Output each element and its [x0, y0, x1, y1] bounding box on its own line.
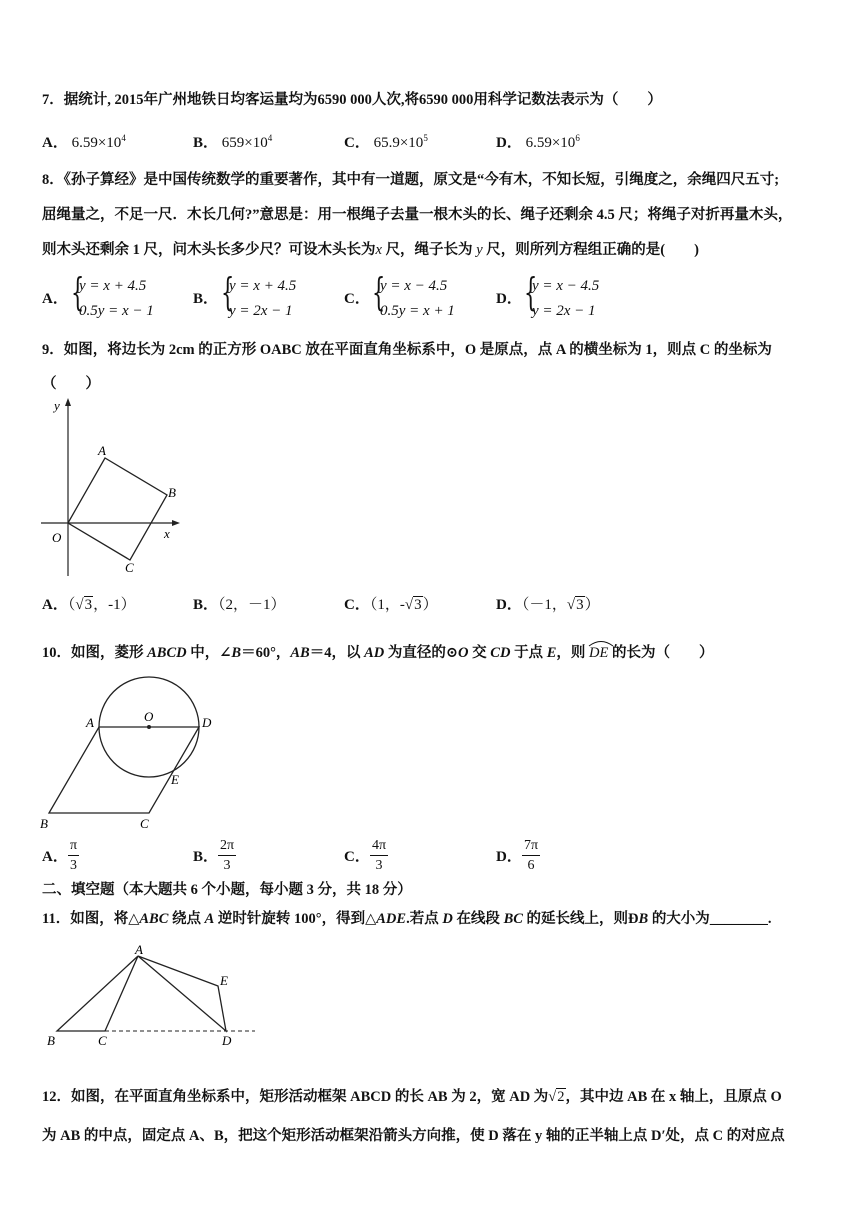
label-a: A	[135, 942, 143, 957]
option-label: C．	[344, 135, 370, 151]
option-label: B．	[193, 849, 219, 865]
label-b: B	[168, 485, 176, 500]
y-axis-arrow-icon	[65, 398, 71, 406]
radicand: 2	[557, 1089, 565, 1105]
variable: ABCD	[147, 645, 187, 661]
text: .若点	[406, 911, 443, 927]
radicand: 3	[414, 597, 422, 613]
option-label: A．	[42, 135, 68, 151]
text: 在线段	[452, 911, 504, 927]
option-label: C．	[344, 291, 370, 307]
option-label: A．	[42, 597, 68, 613]
label-c: C	[125, 560, 134, 575]
text: 12．如图，在平面直角坐标系中，矩形活动框架 ABCD 的长 AB 为 2，宽 AD 为	[42, 1089, 549, 1105]
sqrt-symbol: √	[548, 1089, 557, 1105]
variable: O	[458, 645, 469, 661]
option-label: D．	[496, 135, 522, 151]
option-label: A．	[42, 849, 68, 865]
text: 的大小为	[648, 911, 710, 927]
text: 11．如图，将△	[42, 911, 140, 927]
variable: B	[638, 911, 649, 927]
option-label: B．	[193, 291, 219, 307]
numerator: 2π	[218, 838, 236, 856]
q7-option-d	[496, 134, 580, 151]
text: （2，－1）	[218, 597, 286, 613]
text: 尺，绳子长为	[381, 242, 477, 258]
brace: {	[71, 270, 85, 314]
text: 尺，则所列方程组正确的是( )	[482, 242, 699, 258]
variable: x	[375, 242, 382, 258]
label-o: O	[144, 709, 154, 724]
text: 中，∠	[186, 645, 232, 661]
variable: ABC	[139, 911, 169, 927]
q8-line-1: 8．《孙子算经》是中国传统数学的重要著作，其中有一道题，原文是“今有木，不知长短，引绳度之，余绳四尺五寸;	[42, 172, 780, 188]
label-d: D	[222, 1033, 232, 1048]
label-o: O	[52, 530, 62, 545]
q11-figure	[40, 942, 265, 1052]
text: 交	[468, 645, 491, 661]
brace: {	[221, 270, 235, 314]
fraction	[68, 838, 79, 874]
q10-stem	[42, 646, 713, 661]
option-exponent: 6	[575, 133, 580, 143]
text: 的长为（ ）	[608, 645, 714, 661]
numerator: π	[68, 838, 79, 856]
equation-2: y = 2x − 1	[229, 303, 293, 319]
q9-stem: 9．如图，将边长为 2cm 的正方形 OABC 放在平面直角坐标系中，O 是原点，点 A 的横坐标为 1，则点 C 的坐标为	[42, 342, 772, 358]
variable: AB	[290, 645, 310, 661]
variable: D	[442, 911, 453, 927]
denominator: 3	[223, 858, 231, 873]
triangle-abc	[57, 956, 138, 1031]
label-a: A	[86, 715, 94, 730]
label-x: x	[164, 526, 170, 541]
text: 于点	[510, 645, 547, 661]
equation-2: 0.5y = x + 1	[380, 303, 455, 319]
q8-line-3	[42, 243, 699, 258]
option-mantissa: 65.9×10	[373, 135, 424, 151]
q12-line-1	[42, 1090, 782, 1105]
center-dot	[147, 725, 151, 729]
variable: y	[476, 242, 483, 258]
label-e: E	[220, 973, 228, 988]
text: 10．如图，菱形	[42, 645, 148, 661]
label-e: E	[171, 772, 179, 787]
option-mantissa: 6.59×10	[525, 135, 576, 151]
option-label: A．	[42, 291, 68, 307]
q7-option-a	[42, 134, 126, 151]
label-d: D	[202, 715, 212, 730]
numerator: 4π	[370, 838, 388, 856]
equation-1: y = x − 4.5	[532, 278, 600, 294]
brace: {	[524, 270, 538, 314]
x-axis-arrow-icon	[172, 520, 180, 526]
text: ＝4，以	[309, 645, 365, 661]
option-exponent: 4	[267, 133, 273, 143]
equation-2: y = 2x − 1	[532, 303, 596, 319]
q10-figure	[36, 672, 236, 837]
text: ，则	[556, 645, 589, 661]
variable: A	[204, 911, 215, 927]
text: ＝60°，	[241, 645, 291, 661]
label-a: A	[98, 443, 106, 458]
option-label: D．	[496, 291, 522, 307]
triangle-ade	[138, 956, 226, 1031]
variable: B	[231, 645, 242, 661]
text: 逆时针旋转 100°，得到△	[214, 911, 377, 927]
text: 则木头还剩余 1 尺，问木头长多少尺？可设木头长为	[42, 242, 376, 258]
arc-de	[589, 646, 608, 661]
brace: {	[372, 270, 386, 314]
option-label: B．	[193, 135, 219, 151]
option-exponent: 4	[121, 133, 126, 143]
radicand: 3	[84, 597, 93, 613]
equation-1: y = x + 4.5	[229, 278, 297, 294]
label-b: B	[40, 816, 48, 831]
radicand: 3	[576, 597, 584, 613]
text: ）	[584, 597, 600, 613]
label-c: C	[140, 816, 149, 831]
text: （	[67, 597, 76, 613]
variable: CD	[490, 645, 511, 661]
denominator: 3	[70, 858, 78, 873]
text: ，-1）	[93, 597, 136, 613]
q9-option-d: D．（－1，√3）	[496, 597, 600, 613]
fraction	[522, 838, 540, 874]
text: （1，-	[369, 597, 405, 613]
text: 为直径的⊙	[384, 645, 459, 661]
q8-line-2: 屈绳量之，不足一尺．木长几何?”意思是：用一根绳子去量一根木头的长、绳子还剩余 4.5 尺；将绳子对折再量木头，	[42, 207, 793, 223]
option-label: D．	[496, 597, 522, 613]
q9-option-a: A．（√3，-1）	[42, 597, 136, 613]
label-c: C	[98, 1033, 107, 1048]
option-label: C．	[344, 849, 370, 865]
section-heading: 二、填空题（本大题共 6 个小题，每小题 3 分，共 18 分）	[42, 882, 412, 898]
text: （－1，	[521, 597, 567, 613]
variable: BC	[503, 911, 523, 927]
label-y: y	[54, 398, 60, 413]
label-b: B	[47, 1033, 55, 1048]
option-label: D．	[496, 849, 522, 865]
text: ）	[422, 597, 438, 613]
text: 的延长线上，则Ð	[522, 911, 639, 927]
q9-paren: （ ）	[42, 376, 100, 392]
variable: DE	[588, 645, 609, 661]
q11-stem	[42, 912, 771, 927]
text: 绕点	[168, 911, 205, 927]
q12-line-2: 为 AB 的中点，固定点 A、B，把这个矩形活动框架沿箭头方向推，使 D 落在 y 轴的正半轴上点 D′处，点 C 的对应点	[42, 1128, 785, 1144]
fraction	[218, 838, 236, 874]
text: ，其中边 AB 在 x 轴上，且原点 O	[565, 1089, 782, 1105]
option-mantissa: 6.59×10	[71, 135, 122, 151]
option-exponent: 5	[423, 133, 428, 143]
fraction	[370, 838, 388, 874]
q9-option-c: C．（1，-√3）	[344, 597, 438, 613]
q7-option-c	[344, 134, 428, 151]
denominator: 6	[527, 858, 535, 873]
numerator: 7π	[522, 838, 540, 856]
q7-stem: 7．据统计, 2015年广州地铁日均客运量均为6590 000人次,将6590 000用科学记数法表示为（ ）	[42, 92, 662, 108]
option-label: C．	[344, 597, 370, 613]
variable: E	[546, 645, 557, 661]
q7-option-b	[193, 134, 272, 151]
equation-2: 0.5y = x − 1	[79, 303, 154, 319]
equation-1: y = x − 4.5	[380, 278, 448, 294]
variable: ADE	[376, 911, 407, 927]
q9-figure	[36, 392, 186, 582]
option-mantissa: 659×10	[221, 135, 268, 151]
option-label: B．	[193, 597, 219, 613]
square-oabc	[68, 458, 167, 560]
answer-blank: ________.	[709, 911, 772, 927]
equation-1: y = x + 4.5	[79, 278, 147, 294]
variable: AD	[364, 645, 385, 661]
denominator: 3	[375, 858, 383, 873]
q9-option-b	[193, 598, 286, 613]
